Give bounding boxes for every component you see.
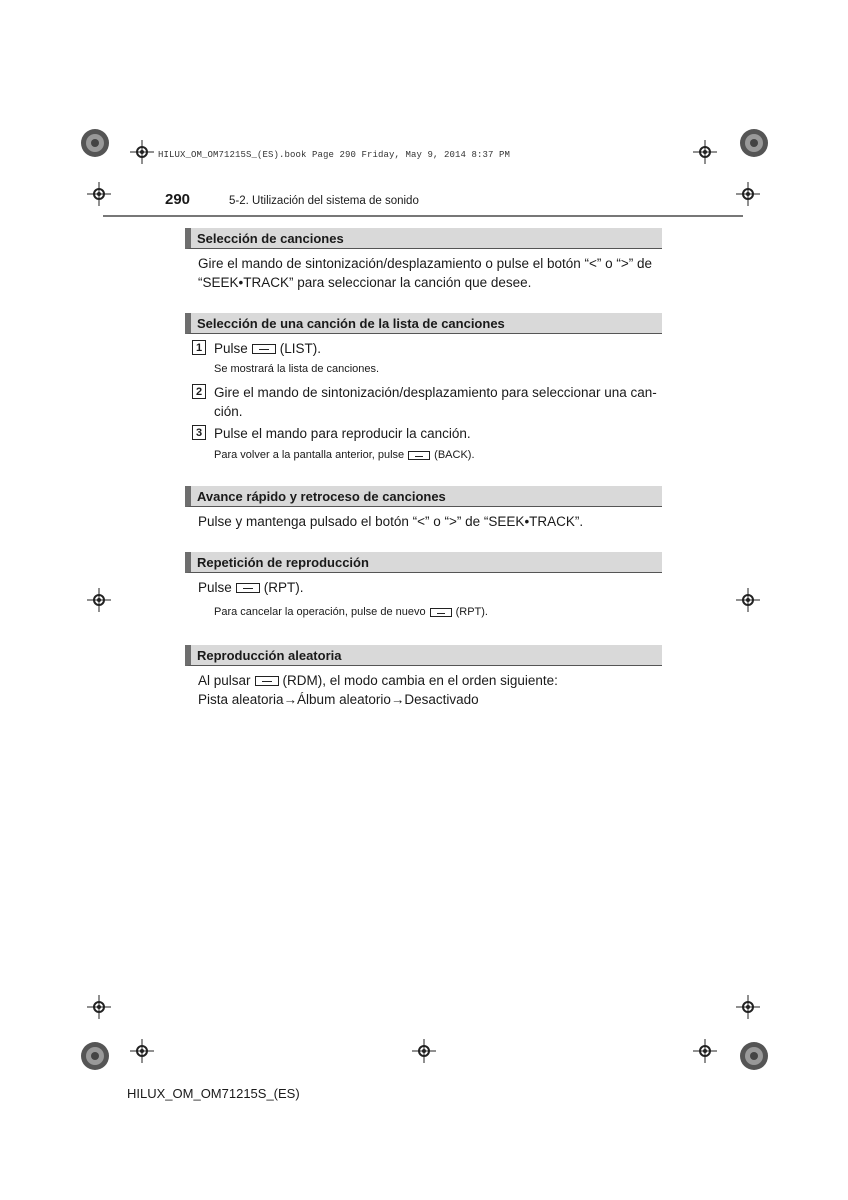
crosshair-icon xyxy=(693,1039,717,1063)
crosshair-icon xyxy=(87,588,111,612)
crosshair-icon xyxy=(736,995,760,1019)
step-note-pre: Para volver a la pantalla anterior, pulse xyxy=(214,449,405,461)
section-heading-text: Repetición de reproducción xyxy=(197,555,369,570)
paragraph-line: “SEEK•TRACK” para seleccionar la canción que desee. xyxy=(198,275,532,290)
section-heading xyxy=(185,645,662,666)
section-heading-text: Selección de una canción de la lista de canciones xyxy=(197,316,505,331)
crosshair-icon xyxy=(736,182,760,206)
rdm-button-icon xyxy=(255,676,279,686)
step-text xyxy=(214,339,321,358)
section-heading-text: Avance rápido y retroceso de canciones xyxy=(197,489,446,504)
text-post: (RPT). xyxy=(263,580,304,595)
section-heading-text: Reproducción aleatoria xyxy=(197,648,342,663)
rpt-button-icon xyxy=(430,608,452,617)
section-heading xyxy=(185,486,662,507)
note-pre: Para cancelar la operación, pulse de nuevo xyxy=(214,606,426,618)
section-heading-text: Selección de canciones xyxy=(197,231,344,246)
step-note xyxy=(214,449,475,461)
step-text: Pulse el mando para reproducir la canción. xyxy=(214,426,471,441)
paragraph-line: Gire el mando de sintonización/desplazamiento o pulse el botón “<” o “>” de xyxy=(198,256,653,271)
step-text-pre: Pulse xyxy=(214,341,248,356)
list-button-icon xyxy=(252,344,276,354)
crosshair-icon xyxy=(130,1039,154,1063)
header-divider xyxy=(103,215,743,217)
section-heading xyxy=(185,313,662,334)
paragraph-line: Pulse y mantenga pulsado el botón “<” o “>” de “SEEK•TRACK”. xyxy=(198,514,584,529)
note-post: (RPT). xyxy=(455,606,488,618)
step-note: Se mostrará la lista de canciones. xyxy=(214,363,380,375)
text-pre: Pulse xyxy=(198,580,232,595)
footer-doc-code: HILUX_OM_OM71215S_(ES) xyxy=(127,1086,300,1101)
registration-target-icon xyxy=(80,1041,110,1071)
step-number: 2 xyxy=(192,384,206,399)
step-number: 3 xyxy=(192,425,206,440)
crosshair-icon xyxy=(736,588,760,612)
text-post: (RDM), el modo cambia en el orden siguiente: xyxy=(282,673,558,688)
note xyxy=(214,606,488,618)
mode-sequence: Pista aleatoria→Álbum aleatorio→Desactivado xyxy=(198,692,479,707)
registration-target-icon xyxy=(80,128,110,158)
step-text-post: (LIST). xyxy=(279,341,322,356)
chapter-title: 5-2. Utilización del sistema de sonido xyxy=(229,195,419,207)
crosshair-icon xyxy=(87,182,111,206)
step-number: 1 xyxy=(192,340,206,355)
back-button-icon xyxy=(408,451,430,460)
step-note-post: (BACK). xyxy=(434,449,475,461)
registration-target-icon xyxy=(739,128,769,158)
step-text: ción. xyxy=(214,404,243,419)
section-heading xyxy=(185,552,662,573)
section-heading xyxy=(185,228,662,249)
crosshair-icon xyxy=(412,1039,436,1063)
step-text: Gire el mando de sintonización/desplazamiento para seleccionar una can- xyxy=(214,385,657,400)
crosshair-icon xyxy=(130,140,154,164)
printer-slug-line: HILUX_OM_OM71215S_(ES).book Page 290 Friday, May 9, 2014 8:37 PM xyxy=(158,150,511,160)
registration-target-icon xyxy=(739,1041,769,1071)
crosshair-icon xyxy=(87,995,111,1019)
rpt-button-icon xyxy=(236,583,260,593)
text-pre: Al pulsar xyxy=(198,673,251,688)
crosshair-icon xyxy=(693,140,717,164)
page-number: 290 xyxy=(165,191,191,208)
paragraph-line xyxy=(198,578,304,597)
paragraph-line xyxy=(198,671,558,690)
